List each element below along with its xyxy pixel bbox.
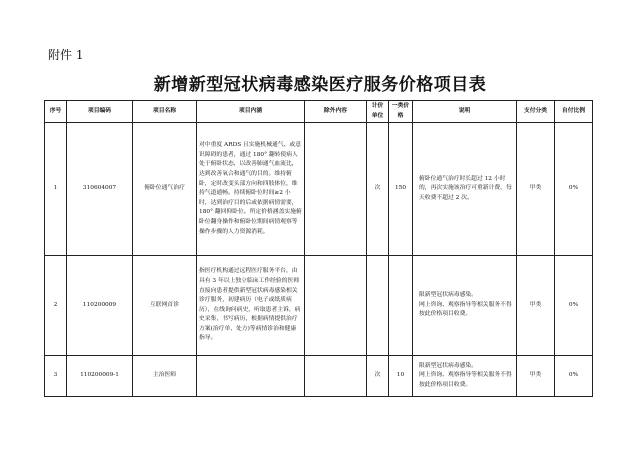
cell-excluded [305,123,367,256]
header-connotation: 项目内涵 [197,101,305,123]
document-title: 新增新型冠状病毒感染医疗服务价格项目表 [153,75,487,95]
attachment-label: 附件 1 [48,48,84,62]
header-seq: 序号 [45,101,67,123]
table-row [45,123,593,256]
cell-self-pay-ratio: 0% [555,356,593,397]
header-payment-class: 支付分类 [517,101,555,123]
header-price: 一类价格 [389,101,413,123]
cell-unit: 次 [367,356,389,397]
cell-remark: 俯卧位通气治疗时长超过 12 小时的，再次实施该治疗可重新计费，每天收费不超过 2 次。 [413,123,517,256]
cell-payment-class: 甲类 [517,256,555,356]
cell-price: 150 [389,123,413,256]
cell-self-pay-ratio: 0% [555,123,593,256]
table-row [45,256,593,356]
cell-price [389,256,413,356]
cell-seq: 2 [45,256,67,356]
cell-unit [367,256,389,356]
price-table [44,100,593,397]
cell-payment-class: 甲类 [517,356,555,397]
cell-code: 310604007 [67,123,133,256]
cell-price: 10 [389,356,413,397]
header-self-pay-ratio: 自付比例 [555,101,593,123]
header-code: 项目编码 [67,101,133,123]
header-excluded: 除外内容 [305,101,367,123]
cell-remark: 限新型冠状病毒感染。 网上咨询、观察指导等相关服务不得按此价格项目收费。 [413,256,517,356]
cell-excluded [305,256,367,356]
cell-code: 110200009 [67,256,133,356]
cell-connotation: 对中重度 ARDS 且实施机械通气、或意识障碍的患者，通过 180° 翻转使病人处于俯卧状态，以改善肺通气血流比，达到改善氧合和通气的目的。维持俯卧，定时改变头部方向和四肢体位，维持气道通畅。持续俯卧位时间≥2 小时，达到治疗目的后或依据病情需要，180° 翻回仰卧位。所定价格涵盖实施俯卧位翻身操作和俯卧位期间病情观察等操作步骤的人力资源消耗。 [197,123,305,256]
table-row [45,356,593,397]
cell-unit: 次 [367,123,389,256]
cell-name: 俯卧位通气治疗 [133,123,197,256]
cell-code: 110200009-1 [67,356,133,397]
cell-seq: 1 [45,123,67,256]
cell-name: 互联网首诊 [133,256,197,356]
cell-name: 主治医师 [133,356,197,397]
cell-connotation: 指医疗机构通过远程医疗服务平台，由具有 3 年以上独立临床工作经验的医师直接向患者提供新型冠状病毒感染相关诊疗服务，初建病历（电子或纸质病历），在线询问病史，听取患者主诉，病史采集，书写病历，根据病情提供治疗方案(治疗单、处方)等病情诊治和健康指导。 [197,256,305,356]
cell-seq: 3 [45,356,67,397]
header-unit: 计价单位 [367,101,389,123]
table-header-row [45,101,593,123]
cell-self-pay-ratio: 0% [555,256,593,356]
header-name: 项目名称 [133,101,197,123]
cell-payment-class: 甲类 [517,123,555,256]
cell-excluded [305,356,367,397]
header-remark: 说明 [413,101,517,123]
cell-remark: 限新型冠状病毒感染。 网上咨询、观察指导等相关服务不得按此价格项目收费。 [413,356,517,397]
cell-connotation [197,356,305,397]
